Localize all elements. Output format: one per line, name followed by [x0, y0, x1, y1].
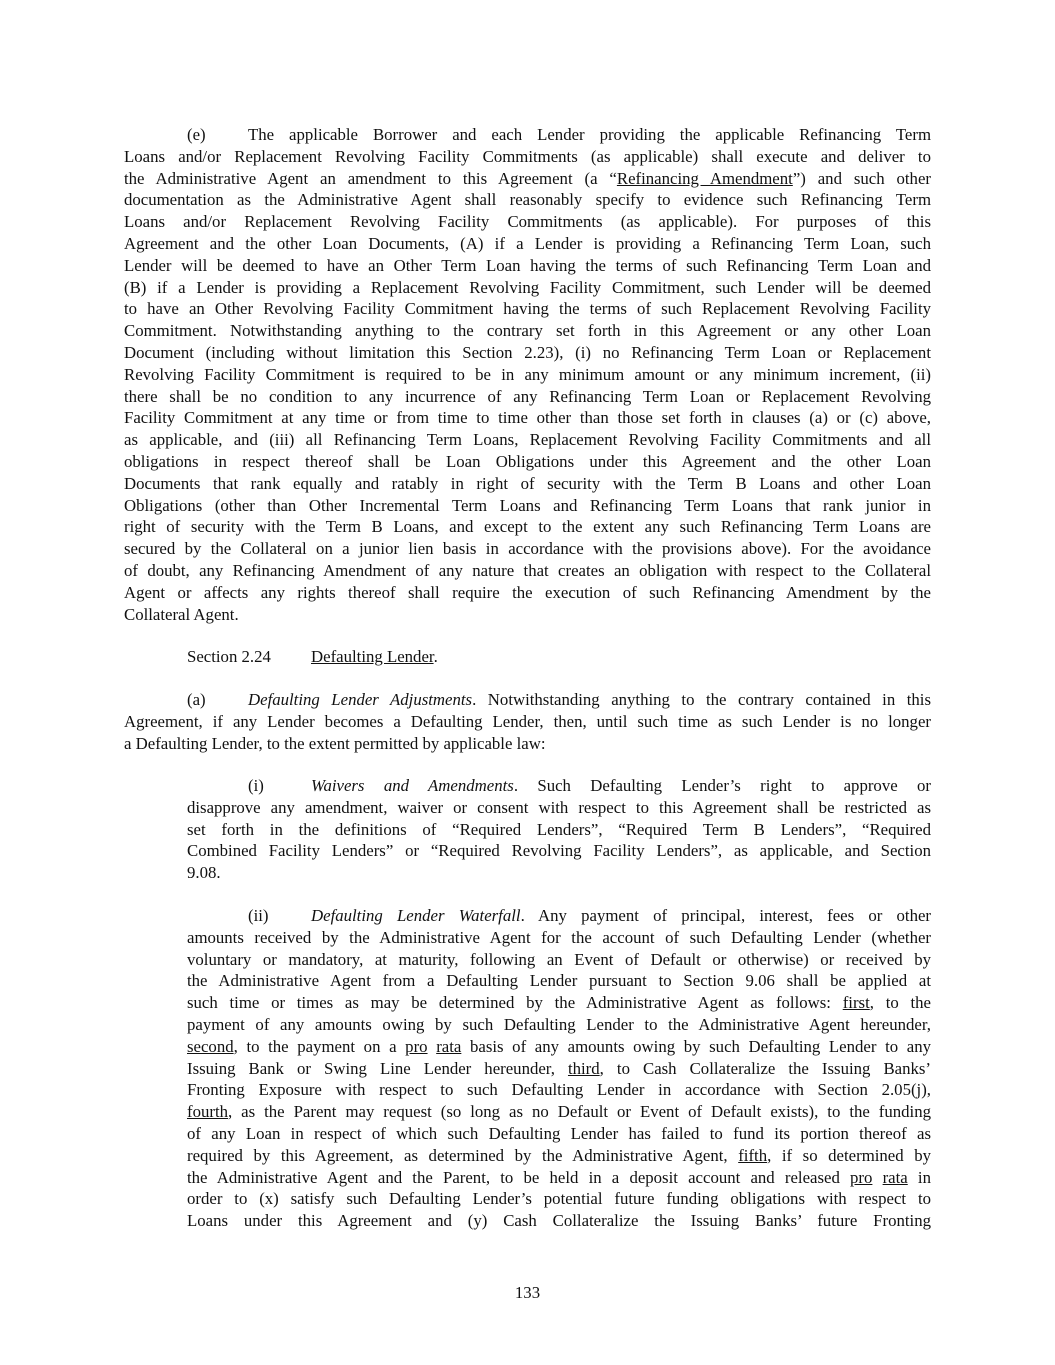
- text-line-row: [124, 298, 931, 320]
- text-line: Loans and/or Replacement Revolving Facility Commitments (as applicable) shall execute and deliver to: [124, 146, 931, 166]
- text-line: Loans and/or Replacement Revolving Facility Commitments (as applicable). For purposes of this: [124, 212, 931, 232]
- text-line: Combined Facility Lenders” or “Required Revolving Facility Lenders”, as applicable, and Section: [187, 841, 931, 861]
- text-line: set forth in the definitions of “Required Lenders”, “Required Term B Lenders”, “Required: [187, 819, 931, 839]
- underlined-term: pro: [850, 1167, 873, 1187]
- text-line: Lender will be deemed to have an Other Term Loan having the terms of such Refinancing Term Loan and: [124, 255, 931, 275]
- section-number: Section 2.24: [187, 647, 271, 666]
- text-line: Documents that rank equally and ratably in right of security with the Term B Loans and other Loan: [124, 473, 931, 493]
- text-line: Commitment. Notwithstanding anything to the contrary set forth in this Agreement or any other Loan: [124, 321, 931, 341]
- text-line-row: [124, 429, 931, 451]
- underlined-term: fifth: [738, 1145, 768, 1165]
- text-line-row: [124, 711, 931, 733]
- text-line: disapprove any amendment, waiver or consent with respect to this Agreement shall be restricted as: [187, 797, 931, 817]
- text-line-row: [124, 560, 931, 582]
- text-line-row: [124, 320, 931, 342]
- text-line-row: [124, 689, 931, 711]
- text-line-row: [187, 819, 931, 841]
- text-line: the Administrative Agent from a Defaulting Lender pursuant to Section 9.06 shall be applied at: [187, 971, 931, 991]
- section-title: Defaulting Lender: [311, 647, 434, 666]
- text-line-row: [124, 189, 931, 211]
- text-line-row: [124, 451, 931, 473]
- text-line: documentation as the Administrative Agent shall reasonably specify to evidence such Refinancing Term: [124, 190, 931, 210]
- text-line: there shall be no condition to any incurrence of any Refinancing Term Loan or Replacement Revolving: [124, 386, 931, 406]
- italic-heading: Waivers and Amendments: [311, 776, 514, 795]
- underlined-term: rata: [436, 1036, 462, 1056]
- text-line: Facility Commitment at any time or from time to time other than those set forth in clauses (a) or (c) above,: [124, 408, 931, 428]
- underlined-term: pro: [405, 1036, 428, 1056]
- text-line: required by this Agreement, as determined by the Administrative Agent, fifth, if so determined by: [187, 1145, 931, 1165]
- text-line: fourth, as the Parent may request (so long as no Default or Event of Default exists), to the funding: [187, 1102, 931, 1122]
- text-line: Issuing Bank or Swing Line Lender hereunder, third, to Cash Collateralize the Issuing Banks’: [187, 1058, 931, 1078]
- text-line: Waivers and Amendments. Such Defaulting Lender’s right to approve or: [311, 776, 931, 795]
- italic-heading: Defaulting Lender Waterfall: [311, 906, 521, 925]
- text-line: Agreement and the other Loan Documents, (A) if a Lender is providing a Refinancing Term Loan, such: [124, 233, 931, 253]
- text-line: Defaulting Lender Adjustments. Notwithstanding anything to the contrary contained in this: [248, 690, 931, 709]
- text-line: a Defaulting Lender, to the extent permitted by applicable law:: [124, 733, 546, 753]
- text-line-row: [124, 538, 931, 560]
- text-line-row: [187, 1167, 931, 1189]
- text-line-row: [124, 733, 931, 755]
- text-line: payment of any amounts owing by such Defaulting Lender to the Administrative Agent hereunder,: [187, 1014, 931, 1034]
- text-line-row: [124, 516, 931, 538]
- text-line: Fronting Exposure with respect to such Defaulting Lender in accordance with Section 2.05(j),: [187, 1080, 931, 1100]
- text-line-row: [124, 364, 931, 386]
- text-line-row: [124, 277, 931, 299]
- text-line-row: [187, 949, 931, 971]
- text-line-row: [124, 146, 931, 168]
- text-line: right of security with the Term B Loans, and except to the extent any such Refinancing Term Loans are: [124, 517, 931, 537]
- text-line: Revolving Facility Commitment is required to be in any minimum amount or any minimum increment, (ii): [124, 364, 931, 384]
- text-line: The applicable Borrower and each Lender providing the applicable Refinancing Term: [248, 125, 931, 144]
- paragraph-a: [124, 689, 931, 754]
- text-line-row: [124, 473, 931, 495]
- text-line: second, to the payment on a pro rata basis of any amounts owing by such Defaulting Lender to any: [187, 1036, 931, 1056]
- text-line-row: [124, 342, 931, 364]
- text-line-row: [187, 775, 931, 797]
- text-line-row: [187, 1079, 931, 1101]
- text-line: Agent or affects any rights thereof shall require the execution of such Refinancing Amendment by the: [124, 582, 931, 602]
- text-line-row: [124, 386, 931, 408]
- text-line-row: [124, 124, 931, 146]
- text-line-row: [187, 1058, 931, 1080]
- text-line: Collateral Agent.: [124, 604, 239, 624]
- italic-heading: Defaulting Lender Adjustments: [248, 690, 473, 709]
- text-line-row: [124, 604, 931, 626]
- text-line: Loans under this Agreement and (y) Cash Collateralize the Issuing Banks’ future Fronting: [187, 1211, 931, 1231]
- text-line: secured by the Collateral on a junior lien basis in accordance with the provisions above). For the avoidance: [124, 539, 931, 559]
- text-line: such time or times as may be determined by the Administrative Agent as follows: first, to the: [187, 993, 931, 1013]
- underlined-term: second: [187, 1036, 234, 1056]
- text-line: 9.08.: [187, 863, 221, 883]
- text-line-row: [187, 862, 931, 884]
- paragraph-i: [187, 775, 931, 884]
- paragraph-label: (a): [187, 690, 206, 709]
- text-line: voluntary or mandatory, at maturity, following an Event of Default or otherwise) or received by: [187, 949, 931, 969]
- text-line: the Administrative Agent and the Parent, to be held in a deposit account and released pro rata in: [187, 1167, 931, 1187]
- section-suffix: .: [433, 647, 438, 666]
- text-line-row: [124, 407, 931, 429]
- text-line: Obligations (other than Other Incremental Term Loans and Refinancing Term Loans that rank junior in: [124, 495, 931, 515]
- text-line: Agreement, if any Lender becomes a Defaulting Lender, then, until such time as such Lender is no longer: [124, 711, 931, 731]
- underlined-term: Refinancing Amendment: [616, 168, 793, 188]
- text-line-row: [124, 233, 931, 255]
- underlined-term: first: [842, 993, 870, 1013]
- underlined-term: rata: [882, 1167, 908, 1187]
- text-line-row: [187, 1123, 931, 1145]
- text-line-row: [187, 1188, 931, 1210]
- text-line: order to (x) satisfy such Defaulting Lender’s potential future funding obligations with respect to: [187, 1189, 931, 1209]
- text-line-row: [124, 168, 931, 190]
- underlined-term: third: [567, 1058, 600, 1078]
- page-number: 133: [514, 1283, 541, 1302]
- section-heading: [187, 646, 438, 668]
- text-line-row: [124, 211, 931, 233]
- text-line-row: [124, 582, 931, 604]
- text-line: of doubt, any Refinancing Amendment of any nature that creates an obligation with respect to the Collateral: [124, 560, 931, 580]
- text-line: to have an Other Revolving Facility Commitment having the terms of such Replacement Revolving Facility: [124, 299, 931, 319]
- paragraph-e: [124, 124, 931, 625]
- text-line: the Administrative Agent an amendment to this Agreement (a “Refinancing Amendment”) and such other: [124, 168, 931, 188]
- text-line-row: [124, 255, 931, 277]
- paragraph-label: (i): [248, 776, 264, 795]
- text-line-row: [187, 1101, 931, 1123]
- text-line: Defaulting Lender Waterfall. Any payment of principal, interest, fees or other: [311, 906, 931, 925]
- paragraph-ii: [187, 905, 931, 1232]
- text-line: as applicable, and (iii) all Refinancing Term Loans, Replacement Revolving Facility Commitments and all: [124, 430, 931, 450]
- text-line-row: [187, 927, 931, 949]
- text-line-row: [187, 905, 931, 927]
- text-line: Document (including without limitation this Section 2.23), (i) no Refinancing Term Loan or Replacement: [124, 342, 931, 362]
- text-line-row: [187, 797, 931, 819]
- text-line-row: [187, 1145, 931, 1167]
- text-line-row: [124, 495, 931, 517]
- text-line-row: [187, 970, 931, 992]
- text-line-row: [187, 1014, 931, 1036]
- text-line: of any Loan in respect of which such Defaulting Lender has failed to fund its portion thereof as: [187, 1123, 931, 1143]
- text-line: amounts received by the Administrative Agent for the account of such Defaulting Lender (whether: [187, 927, 931, 947]
- text-line-row: [187, 1036, 931, 1058]
- underlined-term: fourth: [187, 1102, 229, 1122]
- paragraph-label: (ii): [248, 906, 269, 925]
- text-line: obligations in respect thereof shall be Loan Obligations under this Agreement and the other Loan: [124, 451, 931, 471]
- paragraph-label: (e): [187, 125, 206, 144]
- text-line-row: [187, 840, 931, 862]
- text-line-row: [187, 1210, 931, 1232]
- text-line-row: [187, 992, 931, 1014]
- text-line: (B) if a Lender is providing a Replacement Revolving Facility Commitment, such Lender will be deemed: [124, 277, 931, 297]
